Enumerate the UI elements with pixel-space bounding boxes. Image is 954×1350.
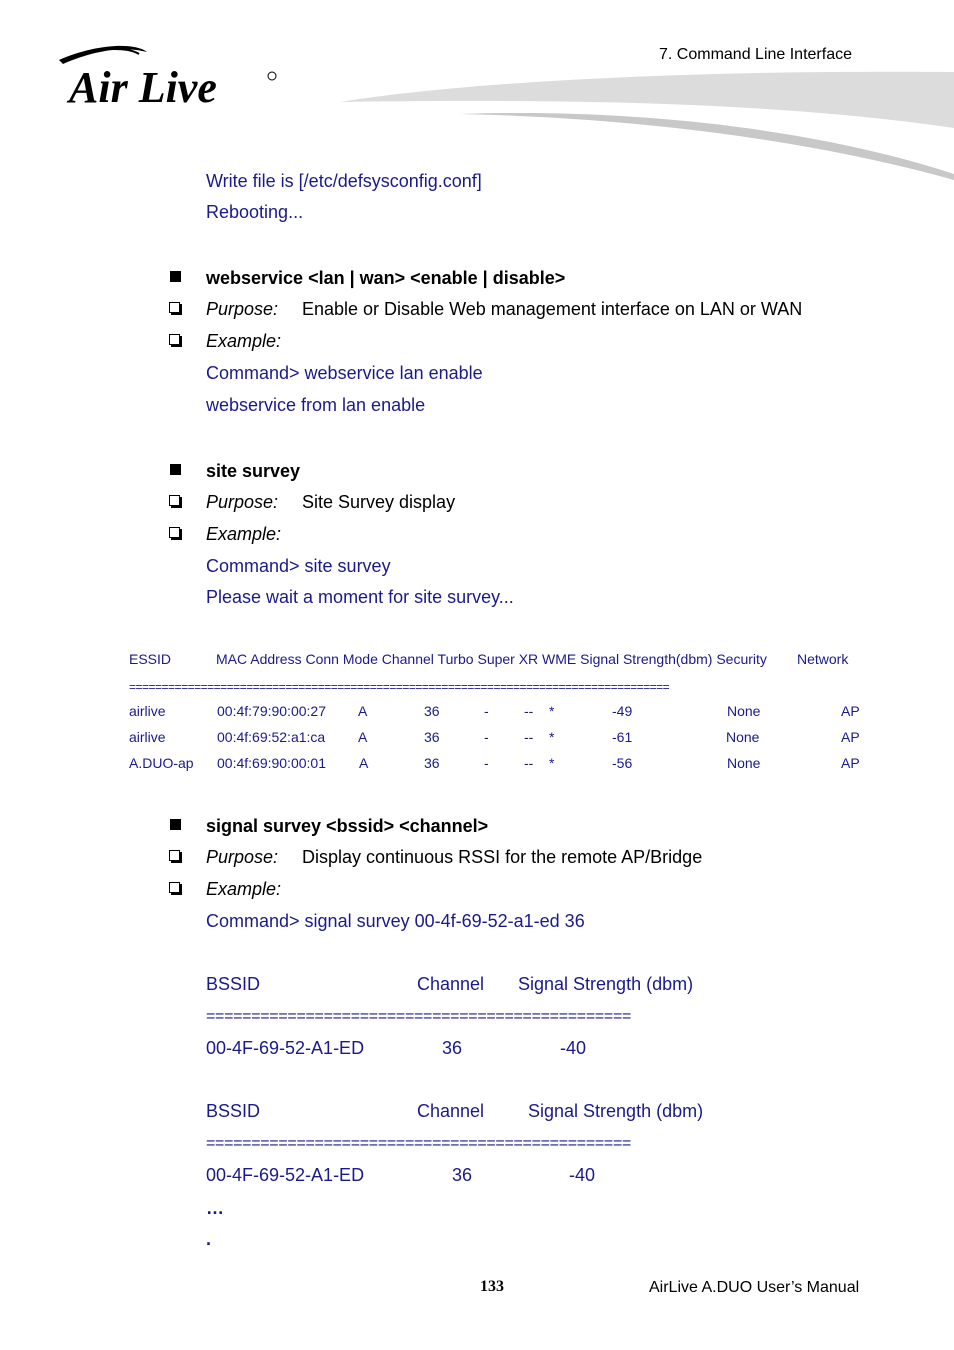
cell-turbo: -: [484, 729, 489, 745]
signal-survey-purpose-text: Display continuous RSSI for the remote AP/Bridge: [302, 847, 703, 867]
cell-signal: -61: [612, 729, 633, 745]
site-survey-purpose-label: Purpose:: [206, 492, 279, 512]
cell-network: AP: [841, 703, 860, 719]
webservice-command: Command> webservice lan enable: [206, 363, 483, 383]
block1-header-channel: Channel: [417, 974, 485, 994]
cell-mac: 00:4f:79:90:00:27: [217, 703, 326, 719]
bullet-hollow: [169, 302, 180, 313]
header-columns: MAC Address Conn Mode Channel Turbo Super XR WME Signal Strength(dbm) Security: [216, 651, 767, 667]
bullet-hollow: [169, 334, 180, 345]
signal-survey-purpose-label: Purpose:: [206, 847, 279, 867]
bullet-filled: [170, 271, 181, 282]
block1-bssid: 00-4F-69-52-A1-ED: [206, 1038, 365, 1058]
webservice-purpose-text: Enable or Disable Web management interface on LAN or WAN: [302, 299, 803, 319]
cell-essid: A.DUO-ap: [129, 755, 194, 771]
table-row: [129, 729, 864, 747]
block2-separator: ===============================================: [206, 1135, 632, 1152]
bullet-hollow: [169, 882, 180, 893]
cell-mac: 00:4f:69:52:a1:ca: [217, 729, 326, 745]
logo-text: Air Live: [69, 63, 217, 112]
cell-super: --: [524, 729, 534, 745]
airlive-logo: [55, 42, 285, 112]
webservice-purpose-label: Purpose:: [206, 299, 279, 319]
webservice-example-label: Example:: [206, 331, 282, 351]
site-survey-command: Command> site survey: [206, 556, 391, 576]
site-survey-purpose-text: Site Survey display: [302, 492, 456, 512]
cell-mode: A: [359, 755, 369, 771]
cell-security: None: [727, 755, 761, 771]
webservice-title: webservice <lan | wan> <enable | disable>: [206, 268, 566, 288]
block1-header-signal: Signal Strength (dbm): [518, 974, 694, 994]
survey-table-header: [129, 651, 859, 669]
bullet-hollow: [169, 527, 180, 538]
block2-signal: -40: [569, 1165, 596, 1185]
cell-channel: 36: [424, 755, 440, 771]
block1-signal: -40: [560, 1038, 587, 1058]
bullet-filled: [170, 819, 181, 830]
cell-channel: 36: [424, 729, 440, 745]
site-survey-output: Please wait a moment for site survey...: [206, 587, 514, 607]
cell-turbo: -: [484, 703, 489, 719]
cell-security: None: [727, 703, 761, 719]
cell-wme: *: [549, 755, 555, 771]
cell-turbo: -: [484, 755, 489, 771]
block1-channel: 36: [442, 1038, 463, 1058]
trailing-dot: .: [206, 1229, 212, 1249]
site-survey-title: site survey: [206, 461, 301, 481]
cell-network: AP: [841, 755, 860, 771]
signal-survey-example-label: Example:: [206, 879, 282, 899]
table-row: [129, 755, 864, 773]
intro-line-1: Write file is [/etc/defsysconfig.conf]: [206, 171, 482, 191]
block1-separator: ===============================================: [206, 1008, 632, 1025]
webservice-output: webservice from lan enable: [206, 395, 426, 415]
page-number: 133: [480, 1278, 504, 1295]
chapter-title: 7. Command Line Interface: [659, 46, 852, 63]
cell-mode: A: [358, 729, 368, 745]
block2-header-signal: Signal Strength (dbm): [528, 1101, 704, 1121]
header-network: Network: [797, 651, 849, 667]
signal-survey-title: signal survey <bssid> <channel>: [206, 816, 489, 836]
header-essid: ESSID: [129, 651, 172, 667]
cell-essid: airlive: [129, 703, 166, 719]
bullet-hollow: [169, 495, 180, 506]
cell-signal: -56: [612, 755, 633, 771]
cell-security: None: [726, 729, 760, 745]
bullet-hollow: [169, 850, 180, 861]
block2-bssid: 00-4F-69-52-A1-ED: [206, 1165, 365, 1185]
block2-header-channel: Channel: [417, 1101, 485, 1121]
cell-mode: A: [358, 703, 368, 719]
cell-network: AP: [841, 729, 860, 745]
table-row: [129, 703, 864, 721]
block1-header-bssid: BSSID: [206, 974, 261, 994]
site-survey-example-label: Example:: [206, 524, 282, 544]
cell-mac: 00:4f:69:90:00:01: [217, 755, 326, 771]
block2-header-bssid: BSSID: [206, 1101, 261, 1121]
cell-wme: *: [549, 703, 555, 719]
ellipsis: …: [206, 1198, 224, 1218]
survey-table-separator: ===================================================================================: [129, 680, 670, 694]
cell-channel: 36: [424, 703, 440, 719]
cell-essid: airlive: [129, 729, 166, 745]
cell-super: --: [524, 703, 534, 719]
intro-line-2: Rebooting...: [206, 202, 304, 222]
manual-title: AirLive A.DUO User’s Manual: [649, 1279, 860, 1296]
block2-channel: 36: [452, 1165, 473, 1185]
bullet-filled: [170, 464, 181, 475]
cell-wme: *: [549, 729, 555, 745]
cell-signal: -49: [612, 703, 633, 719]
signal-survey-command: Command> signal survey 00-4f-69-52-a1-ed 36: [206, 911, 585, 931]
cell-super: --: [524, 755, 534, 771]
header-swoosh: [340, 68, 954, 180]
